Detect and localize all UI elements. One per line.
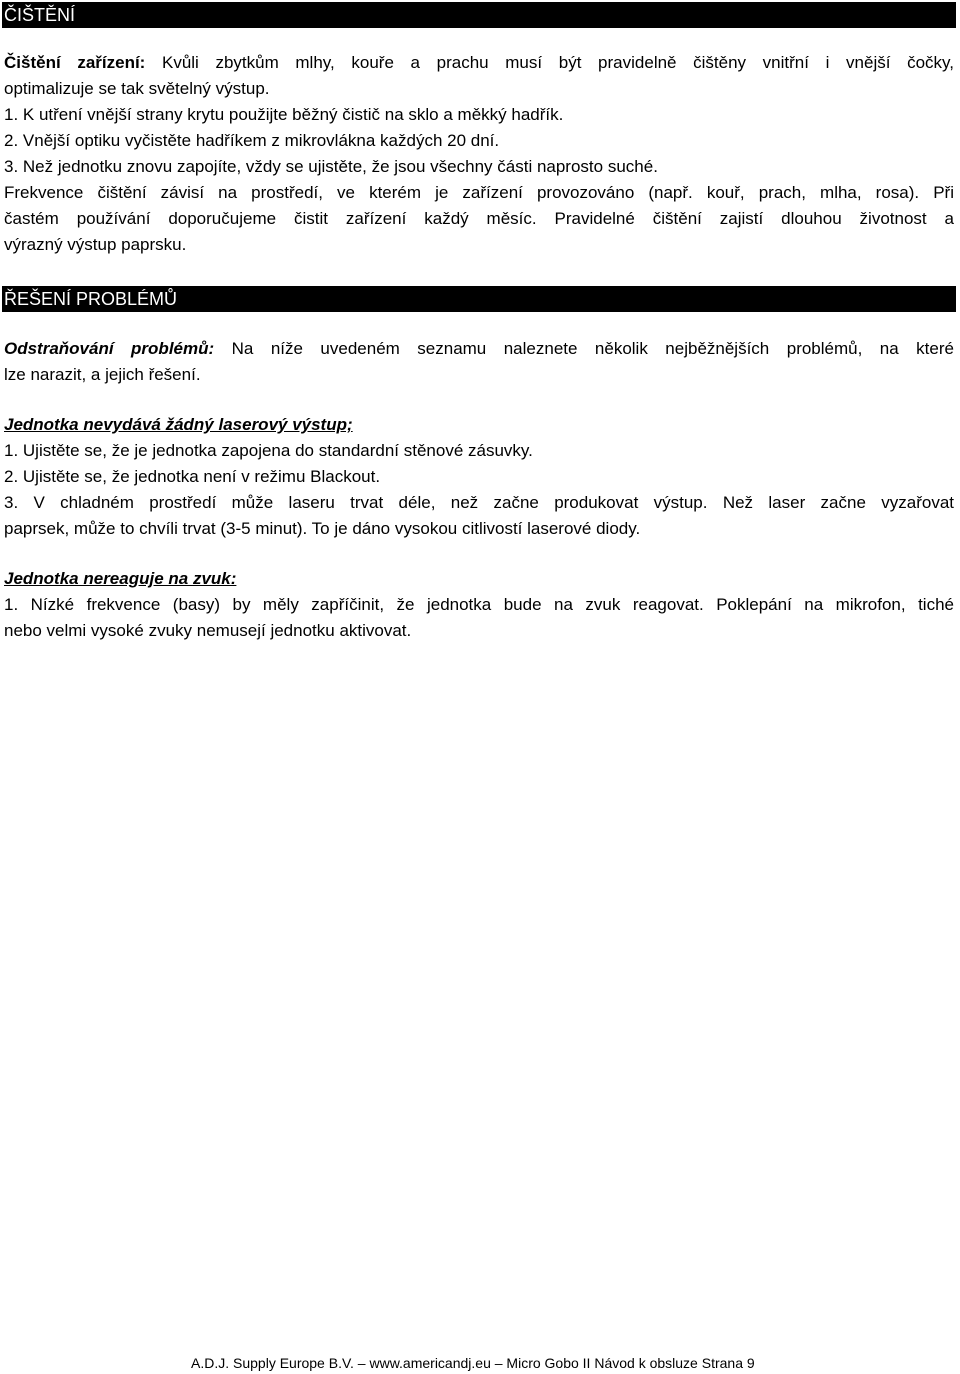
problem-line: 3. V chladném prostředí může laseru trvat déle, než začne produkovat výstup. Než laser začne vyzařovat <box>4 493 954 512</box>
troubleshooting-intro-line <box>4 336 954 362</box>
page-footer: A.D.J. Supply Europe B.V. – www.americandj.eu – Micro Gobo II Návod k obsluze Strana 9 <box>191 1355 755 1371</box>
problem-title: Jednotka nevydává žádný laserový výstup; <box>4 415 353 434</box>
troubleshooting-intro-text: Na níže uvedeném seznamu naleznete několik nejběžnějších problémů, na které <box>231 339 954 358</box>
cleaning-lead-text: Kvůli zbytkům mlhy, kouře a prachu musí být pravidelně čištěny vnitřní i vnější čočky, <box>161 53 954 72</box>
cleaning-section <box>4 50 954 258</box>
problem-no-output <box>4 412 954 542</box>
problem-line: 2. Ujistěte se, že jednotka není v režimu Blackout. <box>4 467 381 486</box>
problem-line: nebo velmi vysoké zvuky nemusejí jednotku aktivovat. <box>4 621 412 640</box>
problem-title: Jednotka nereaguje na zvuk: <box>4 569 237 588</box>
troubleshooting-intro-line-2: lze narazit, a jejich řešení. <box>4 365 201 384</box>
cleaning-lead-label: Čištění zařízení: <box>4 53 146 72</box>
cleaning-frequency-line: výrazný výstup paprsku. <box>4 235 187 254</box>
cleaning-lead-text-2: optimalizuje se tak světelný výstup. <box>4 79 270 98</box>
troubleshooting-intro-label: Odstraňování problémů: <box>4 339 215 358</box>
problem-no-sound <box>4 566 954 644</box>
cleaning-lead-line <box>4 50 954 76</box>
cleaning-frequency-line: častém používání doporučujeme čistit zařízení každý měsíc. Pravidelné čištění zajistí dlouhou životnost a <box>4 209 954 228</box>
cleaning-step: 2. Vnější optiku vyčistěte hadříkem z mikrovlákna každých 20 dní. <box>4 131 500 150</box>
cleaning-frequency-line: Frekvence čištění závisí na prostředí, ve kterém je zařízení provozováno (např. kouř, prach, mlha, rosa). Při <box>4 183 954 202</box>
problem-line: paprsek, může to chvíli trvat (3-5 minut). To je dáno vysokou citlivostí laserové diody. <box>4 519 641 538</box>
problem-line: 1. Nízké frekvence (basy) by měly zapříčinit, že jednotka bude na zvuk reagovat. Poklepání na mikrofon, tiché <box>4 595 954 614</box>
troubleshooting-heading: ŘEŠENÍ PROBLÉMŮ <box>2 286 956 312</box>
troubleshooting-intro <box>4 336 954 388</box>
cleaning-step: 3. Než jednotku znovu zapojíte, vždy se ujistěte, že jsou všechny části naprosto suché. <box>4 157 658 176</box>
problem-line: 1. Ujistěte se, že je jednotka zapojena do standardní stěnové zásuvky. <box>4 441 533 460</box>
cleaning-step: 1. K utření vnější strany krytu použijte běžný čistič na sklo a měkký hadřík. <box>4 105 564 124</box>
cleaning-heading: ČIŠTĚNÍ <box>2 2 956 28</box>
